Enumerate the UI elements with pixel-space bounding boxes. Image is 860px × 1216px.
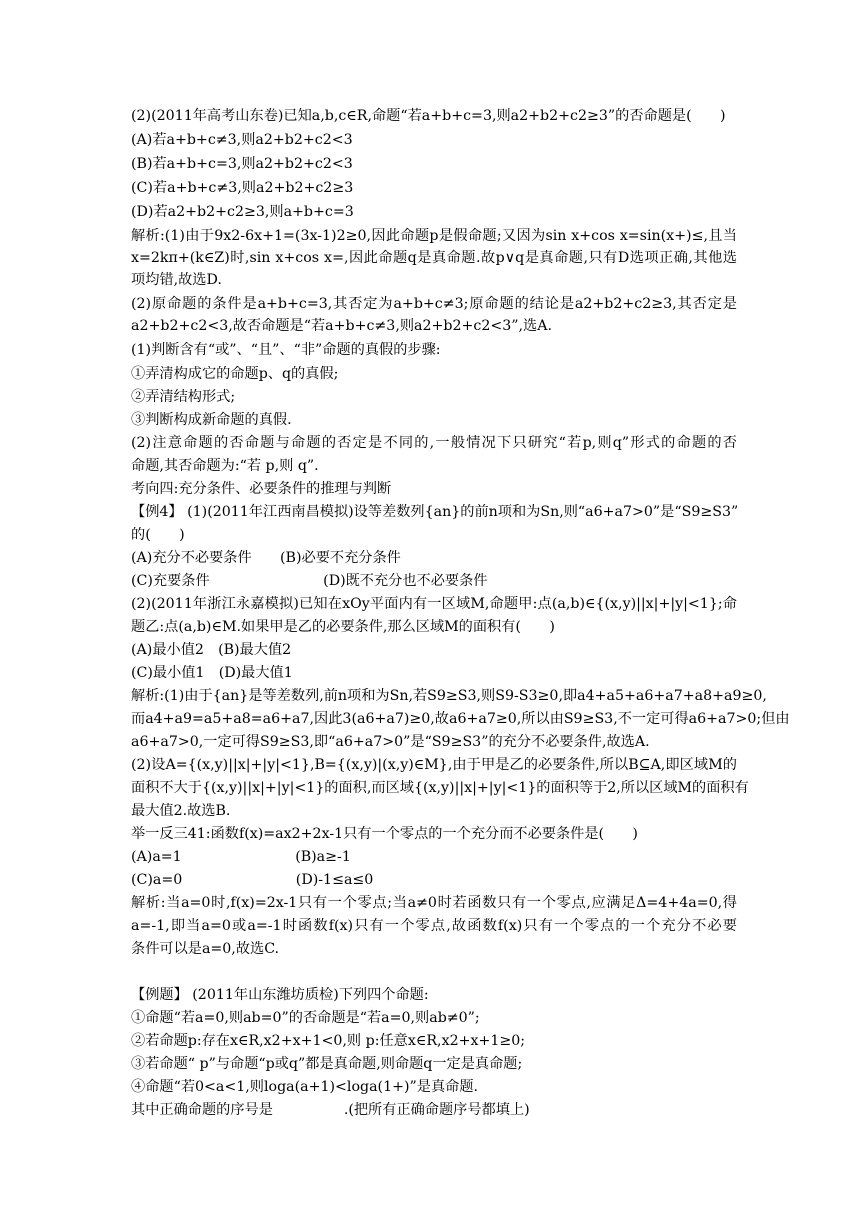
proposition-3: ③若命题“ p”与命题“p或q”都是真命题,则命题q一定是真命题;	[131, 1056, 523, 1072]
method-note: (2)注意命题的否命题与命题的否定是不同的,一般情况下只研究“若p,则q”形式的命题的否	[131, 435, 737, 451]
example-4-part2: (2)(2011年浙江永嘉模拟)已知在xOy平面内有一区域M,命题甲:点(a,b)∈{(x,y)||x|+|y|<1};命	[131, 596, 737, 612]
solution-line: (2)原命题的条件是a+b+c=3,其否定为a+b+c≠3;原命题的结论是a2+b2+c2≥3,其否定是	[131, 296, 737, 312]
method-step: ①弄清构成它的命题p、q的真假;	[131, 366, 339, 382]
solution-line: 解析:(1)由于9x2-6x+1=(3x-1)2≥0,因此命题p是假命题;又因为sin x+cos x=sin(x+)≤,且当	[131, 228, 737, 244]
example-4-options: (C)充要条件 (D)既不充分也不必要条件	[131, 573, 488, 589]
example-4-part2-options: (A)最小值2 (B)最大值2	[131, 642, 292, 658]
solution-line: 条件可以是a=0,故选C.	[131, 941, 280, 957]
solution-line: (2)设A={(x,y)||x|+|y|<1},B={(x,y)|(x,y)∈M},由于甲是乙的必要条件,所以B⊆A,即区域M的	[131, 757, 737, 773]
solution-line: a=-1,即当a=0或a=-1时函数f(x)只有一个零点,故函数f(x)只有一个零点的一个充分不必要	[131, 918, 737, 934]
option-c: (C)若a+b+c≠3,则a2+b2+c2≥3	[131, 180, 354, 196]
example-title: 【例题】 (2011年山东潍坊质检)下列四个命题:	[131, 987, 429, 1003]
proposition-4: ④命题“若0<a<1,则loga(a+1)<loga(1+)”是真命题.	[131, 1079, 479, 1095]
option-a: (A)若a+b+c≠3,则a2+b2+c2<3	[131, 132, 353, 148]
practice-41-options: (A)a=1 (B)a≥-1	[131, 849, 351, 865]
proposition-1: ①命题“若a=0,则ab=0”的否命题是“若a=0,则ab≠0”;	[131, 1010, 480, 1026]
example-4-part2-options: (C)最小值1 (D)最大值1	[131, 665, 293, 681]
solution-line: 解析:当a=0时,f(x)=2x-1只有一个零点;当a≠0时若函数只有一个零点,应满足Δ=4+4a=0,得	[131, 895, 737, 911]
method-note: (1)判断含有“或”、“且”、“非”命题的真假的步骤:	[131, 342, 441, 358]
practice-41-stem: 举一反三41:函数f(x)=ax2+2x-1只有一个零点的一个充分而不必要条件是( )	[131, 826, 638, 842]
option-b: (B)若a+b+c=3,则a2+b2+c2<3	[131, 156, 353, 172]
solution-line: 而a4+a9=a5+a8=a6+a7,因此3(a6+a7)≥0,故a6+a7≥0,所以由S9≥S3,不一定可得a6+a7>0;但由	[131, 711, 790, 727]
option-d: (D)若a2+b2+c2≥3,则a+b+c=3	[131, 204, 354, 220]
proposition-2: ②若命题p:存在x∈R,x2+x+1<0,则 p:任意x∈R,x2+x+1≥0;	[131, 1033, 526, 1049]
solution-line: 面积不大于{(x,y)||x|+|y|<1}的面积,而区域{(x,y)||x|+|y|<1}的面积等于2,所以区域M的面积有	[131, 780, 749, 796]
solution-line: 解析:(1)由于{an}是等差数列,前n项和为Sn,若S9≥S3,则S9-S3≥0,即a4+a5+a6+a7+a8+a9≥0,	[131, 688, 767, 704]
example-4-options: (A)充分不必要条件 (B)必要不充分条件	[131, 550, 401, 566]
method-note: 命题,其否命题为:“若 p,则 q”.	[131, 458, 319, 474]
example-4-stem: 的( )	[131, 527, 185, 543]
example-4-part2: 题乙:点(a,b)∈M.如果甲是乙的必要条件,那么区域M的面积有( )	[131, 619, 555, 635]
section-heading: 考向四:充分条件、必要条件的推理与判断	[131, 481, 392, 497]
method-step: ②弄清结构形式;	[131, 389, 236, 405]
example-4-stem: 【例4】 (1)(2011年江西南昌模拟)设等差数列{an}的前n项和为Sn,则“a6+a7>0”是“S9≥S3”	[131, 504, 739, 520]
solution-line: 最大值2.故选B.	[131, 803, 231, 819]
method-step: ③判断构成新命题的真假.	[131, 412, 292, 428]
solution-line: a6+a7>0,一定可得S9≥S3,即“a6+a7>0”是“S9≥S3”的充分不必要条件,故选A.	[131, 734, 650, 750]
solution-line: 项均错,故选D.	[131, 272, 222, 288]
solution-line: a2+b2+c2<3,故否命题是“若a+b+c≠3,则a2+b2+c2<3”,选A.	[131, 318, 552, 334]
solution-line: x=2kπ+(k∈Z)时,sin x+cos x=,因此命题q是真命题.故p∨q是真命题,只有D选项正确,其他选	[131, 250, 737, 266]
question-2-stem: (2)(2011年高考山东卷)已知a,b,c∈R,命题“若a+b+c=3,则a2+b2+c2≥3”的否命题是( )	[131, 108, 726, 124]
practice-41-options: (C)a=0 (D)-1≤a≤0	[131, 872, 374, 888]
answer-prompt: 其中正确命题的序号是 .(把所有正确命题序号都填上)	[131, 1102, 530, 1118]
